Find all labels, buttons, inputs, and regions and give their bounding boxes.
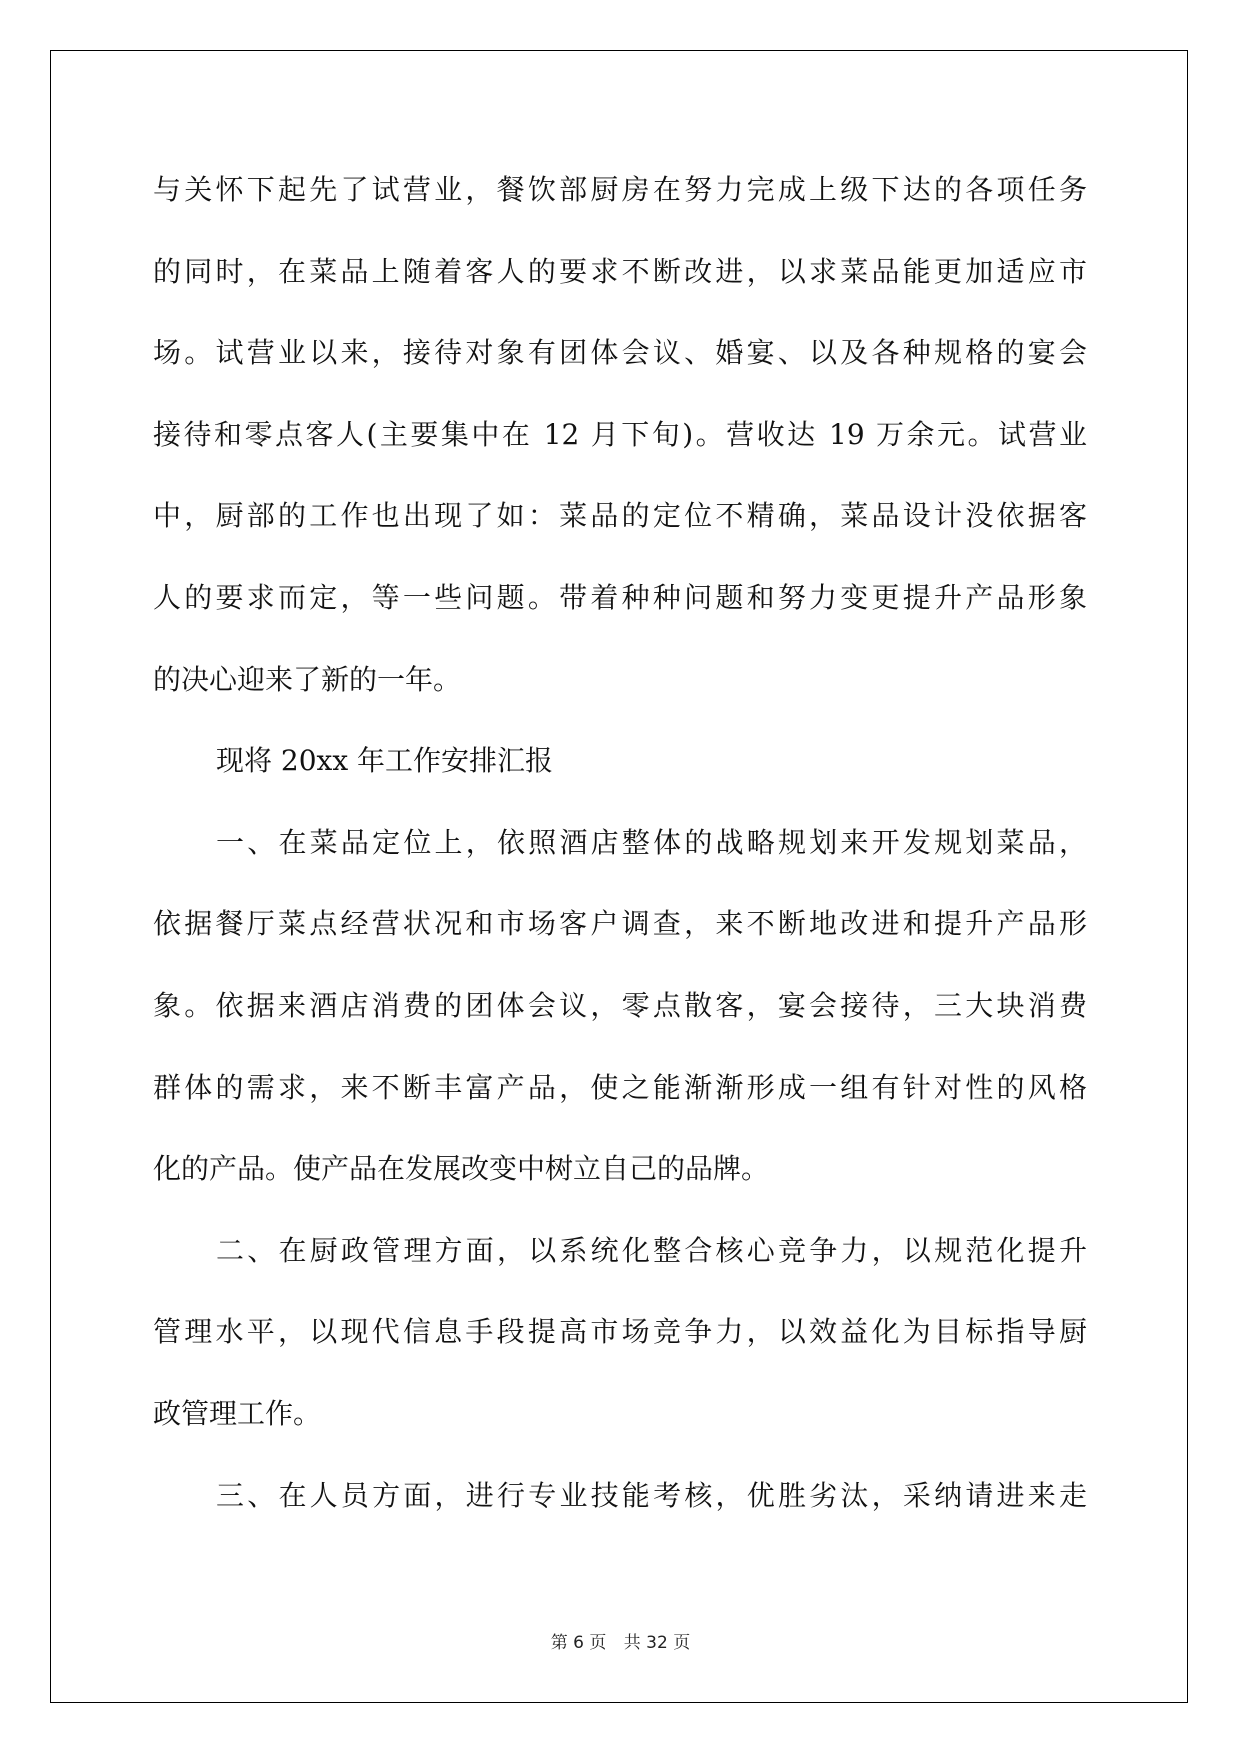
text-line: 象。依据来酒店消费的团体会议，零点散客，宴会接待，三大块消费 [153,989,1087,1022]
page-number: 第 6 页 [550,1633,607,1653]
page-border [50,50,1188,1703]
text-line: 与关怀下起先了试营业，餐饮部厨房在努力完成上级下达的各项任务 [153,173,1087,206]
text-line: 接待和零点客人(主要集中在 12 月下旬)。营收达 19 万余元。试营业 [153,417,1087,451]
page-footer [0,1628,1241,1653]
text-line: 现将 20xx 年工作安排汇报 [216,744,554,778]
text-line: 的同时，在菜品上随着客人的要求不断改进，以求菜品能更加适应市 [153,254,1087,288]
text-line: 场。试营业以来，接待对象有团体会议、婚宴、以及各种规格的宴会 [153,336,1087,370]
text-line: 中，厨部的工作也出现了如：菜品的定位不精确，菜品设计没依据客 [153,499,1087,533]
text-line: 一、在菜品定位上，依照酒店整体的战略规划来开发规划菜品， [216,825,1087,859]
text-line: 的决心迎来了新的一年。 [153,662,462,696]
text-line: 政管理工作。 [153,1397,322,1430]
text-line: 群体的需求，来不断丰富产品，使之能渐渐形成一组有针对性的风格 [153,1070,1087,1104]
text-line: 化的产品。使产品在发展改变中树立自己的品牌。 [153,1152,770,1186]
text-line: 依据餐厅菜点经营状况和市场客户调查，来不断地改进和提升产品形 [153,907,1087,941]
text-line: 三、在人员方面，进行专业技能考核，优胜劣汰，采纳请进来走 [216,1478,1087,1512]
page-total: 共 32 页 [623,1633,691,1653]
text-line: 人的要求而定，等一些问题。带着种种问题和努力变更提升产品形象 [153,581,1087,614]
text-line: 二、在厨政管理方面，以系统化整合核心竞争力，以规范化提升 [216,1233,1087,1267]
text-line: 管理水平，以现代信息手段提高市场竞争力，以效益化为目标指导厨 [153,1315,1087,1349]
